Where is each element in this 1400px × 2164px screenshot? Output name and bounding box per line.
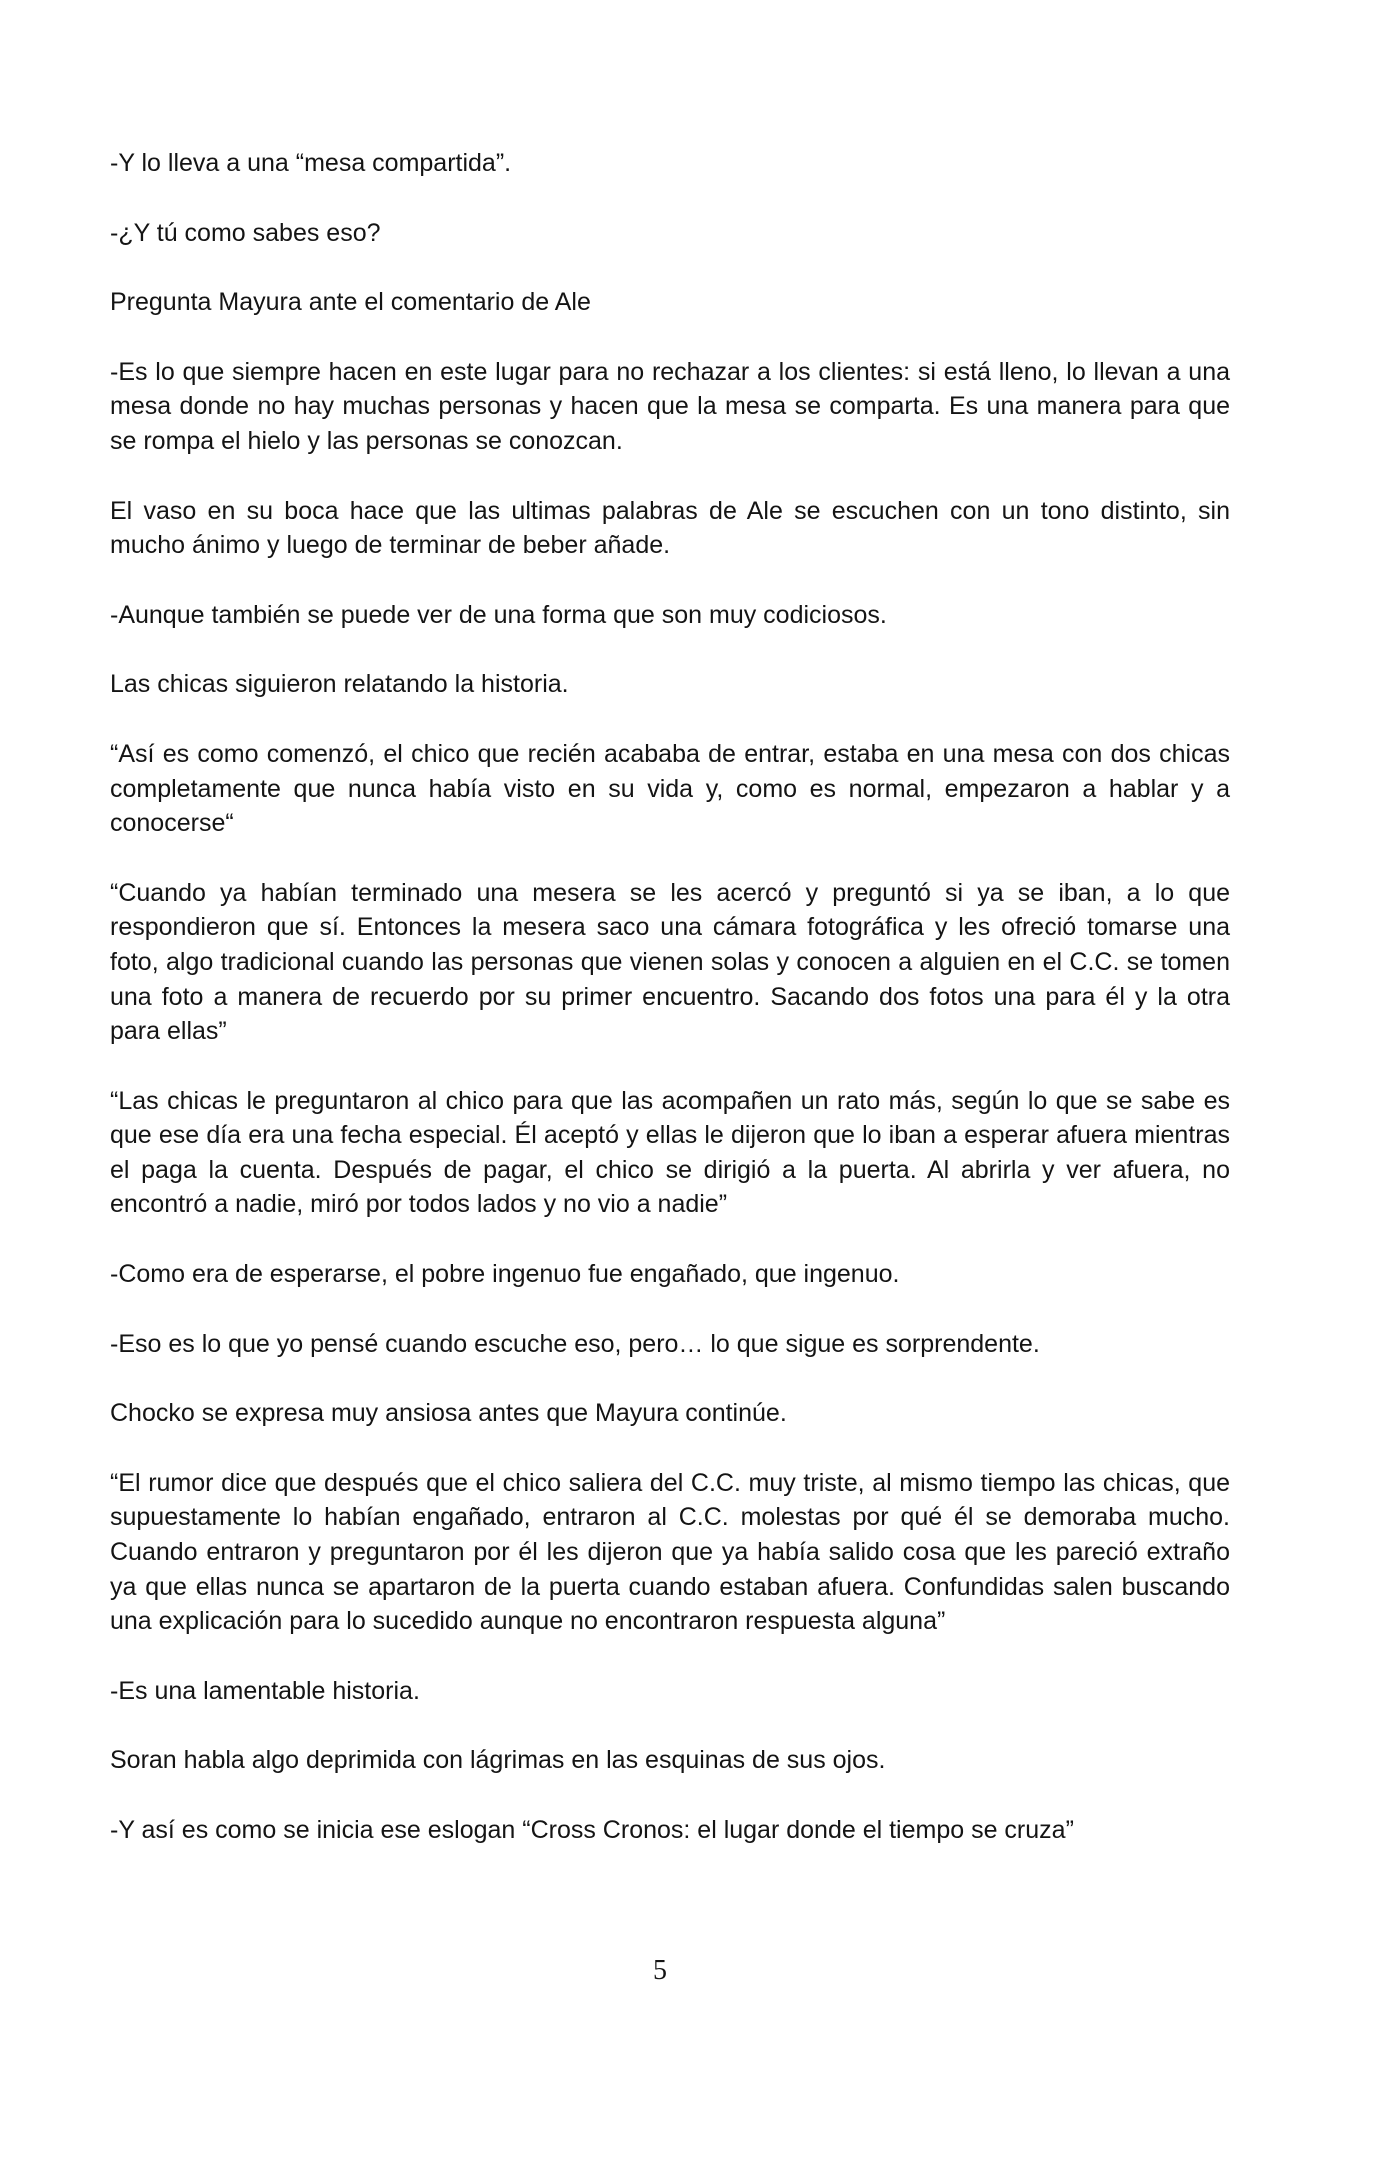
paragraph: Pregunta Mayura ante el comentario de Ale [110, 288, 591, 317]
paragraph: -Es una lamentable historia. [110, 1676, 420, 1705]
paragraph: “Las chicas le preguntaron al chico para que las acompañen un rato más, según lo que se sabe es que ese día era una fecha especial. Él aceptó y ellas le dijeron que lo iban a esperar afuera mientras el paga la cuenta. Después de pagar, el chico se dirigió a la puerta. Al abrirla y ver afuera, no encontró a nadie, miró por todos lados y no vio a nadie” [110, 1086, 1230, 1219]
paragraph: -Y lo lleva a una “mesa compartida”. [110, 149, 512, 177]
paragraph: Soran habla algo deprimida con lágrimas en las esquinas de sus ojos. [110, 1746, 886, 1775]
paragraph: “Cuando ya habían terminado una mesera se les acercó y preguntó si ya se iban, a lo que respondieron que sí. Entonces la mesera saco una cámara fotográfica y les ofreció tomarse una foto, algo tradicional cuando las personas que vienen solas y conocen a alguien en el C.C. se tomen una foto a manera de recuerdo por su primer encuentro. Sacando dos fotos una para él y la otra para ellas” [110, 878, 1230, 1046]
paragraph: -¿Y tú como sabes eso? [110, 218, 381, 247]
page-number: 5 [653, 1955, 667, 1986]
paragraph: “Así es como comenzó, el chico que recién acababa de entrar, estaba en una mesa con dos chicas completamente que nunca había visto en su vida y, como es normal, empezaron a hablar y a conocerse“ [110, 739, 1230, 838]
paragraph: El vaso en su boca hace que las ultimas palabras de Ale se escuchen con un tono distinto, sin mucho ánimo y luego de terminar de beber añade. [110, 496, 1230, 560]
paragraph: -Eso es lo que yo pensé cuando escuche eso, pero… lo que sigue es sorprendente. [110, 1329, 1040, 1358]
paragraph: Las chicas siguieron relatando la historia. [110, 670, 569, 699]
paragraph: -Como era de esperarse, el pobre ingenuo fue engañado, que ingenuo. [110, 1260, 900, 1289]
paragraph: -Y así es como se inicia ese eslogan “Cross Cronos: el lugar donde el tiempo se cruza” [110, 1816, 1074, 1844]
paragraph: Chocko se expresa muy ansiosa antes que Mayura continúe. [110, 1399, 787, 1428]
paragraph: “El rumor dice que después que el chico saliera del C.C. muy triste, al mismo tiempo las chicas, que supuestamente lo habían engañado, entraron al C.C. molestas por qué él se demoraba mucho. Cuando entraron y preguntaron por él les dijeron que ya había salido cosa que les pareció extraño ya que ellas nunca se apartaron de la puerta cuando estaban afuera. Confundidas salen buscando una explicación para lo sucedido aunque no encontraron respuesta alguna” [110, 1468, 1230, 1636]
paragraph: -Es lo que siempre hacen en este lugar para no rechazar a los clientes: si está lleno, lo llevan a una mesa donde no hay muchas personas y hacen que la mesa se comparta. Es una manera para que se rompa el hielo y las personas se conozcan. [110, 357, 1230, 455]
paragraph: -Aunque también se puede ver de una forma que son muy codiciosos. [110, 600, 887, 629]
body-text [110, 146, 1230, 1883]
